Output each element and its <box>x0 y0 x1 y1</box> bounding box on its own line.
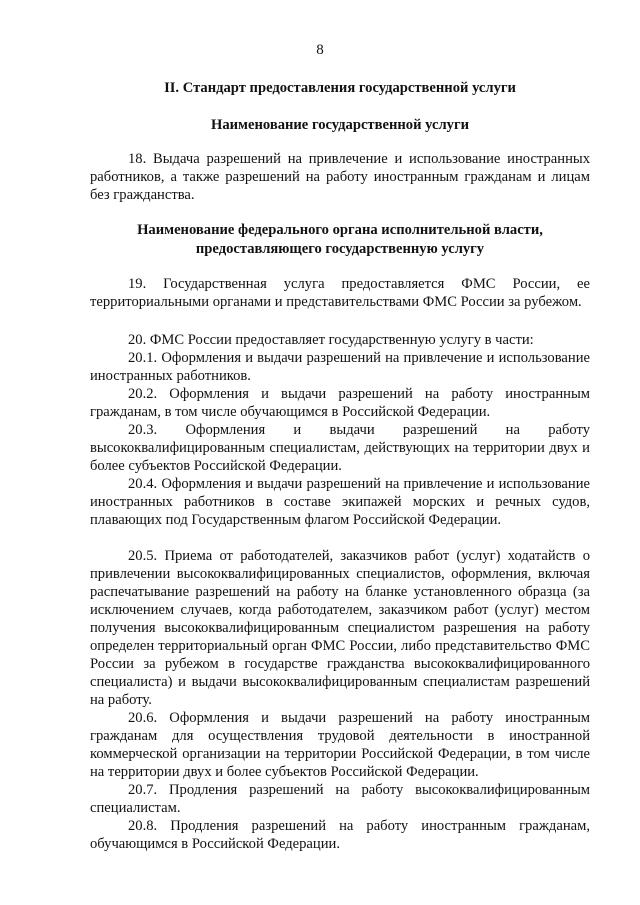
service-name-heading: Наименование государственной услуги <box>211 117 469 133</box>
authority-name-heading: Наименование федерального органа исполнительной власти, предоставляющего государственную услугу <box>137 222 543 257</box>
paragraph-20-6: 20.6. Оформления и выдачи разрешений на работу иностранным гражданам для осуществления трудовой деятельности в иностранной коммерческой организации на территории Российской Федерации, в том числе на территории двух и более субъектов Российской Федерации. <box>90 710 590 780</box>
paragraph-20-8: 20.8. Продления разрешений на работу иностранным гражданам, обучающимся в Российской Федерации. <box>90 818 590 852</box>
paragraph-20-1: 20.1. Оформления и выдачи разрешений на привлечение и использование иностранных работников. <box>90 350 590 384</box>
paragraph-20-2: 20.2. Оформления и выдачи разрешений на работу иностранным гражданам, в том числе обучающимся в Российской Федерации. <box>90 386 590 420</box>
paragraph-20-5: 20.5. Приема от работодателей, заказчиков работ (услуг) ходатайств о привлечении высококвалифицированных специалистов, оформления, включая распечатывание разрешений на работу на бланке установленного образца (за исключением случаев, когда работодателем, заказчиком работ (услуг) местом получения высококвалифицированным специалистом разрешения на работу определен территориальный орган ФМС России, либо представительство ФМС России за рубежом в государстве гражданства высококвалифицированного специалиста) и выдачи высококвалифицированным специалистам разрешений на работу. <box>90 548 590 708</box>
paragraph-19: 19. Государственная услуга предоставляется ФМС России, ее территориальными органами и представительствами ФМС России за рубежом. <box>90 276 590 310</box>
section-heading: II. Стандарт предоставления государственной услуги <box>164 80 516 96</box>
paragraph-20-4: 20.4. Оформления и выдачи разрешений на привлечение и использование иностранных работников в составе экипажей морских и речных судов, плавающих под Государственным флагом Российской Федерации. <box>90 476 590 528</box>
page-number: 8 <box>316 42 324 58</box>
paragraph-20-3: 20.3. Оформления и выдачи разрешений на работу высококвалифицированным специалистам, действующих на территории двух и более субъектов Российской Федерации. <box>90 422 590 474</box>
paragraph-20: 20. ФМС России предоставляет государственную услугу в части: <box>128 332 534 348</box>
paragraph-20-7: 20.7. Продления разрешений на работу высококвалифицированным специалистам. <box>90 782 590 816</box>
paragraph-18: 18. Выдача разрешений на привлечение и использование иностранных работников, а также разрешений на работу иностранным гражданам и лицам без гражданства. <box>90 151 590 203</box>
